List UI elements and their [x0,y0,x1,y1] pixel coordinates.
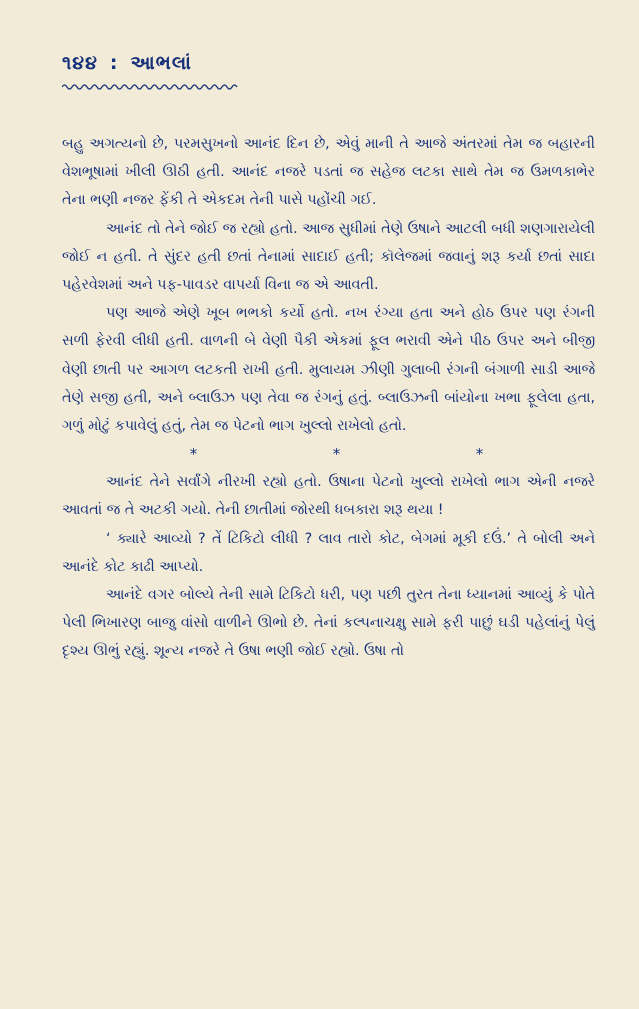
running-header [62,52,595,80]
paragraph: આનંદ તો તેને જોઈ જ રહ્યો હતો. આજ સુધીમાં તેણે ઉષાને આટલી બધી શણગારાયેલી જોઈ ન હતી. તે સુંદર હતી છતાં તેનામાં સાદાઈ હતી; કૉલેજમાં જવાનું શરૂ કર્યા છતાં સાદા પહેરવેશમાં અને પફ-પાવડર વાપર્યા વિના જ એ આવતી. [62,220,595,294]
paragraph: ‘ ક્યારે આવ્યો ? તેં ટિકિટો લીધી ? લાવ તારો કોટ, બેગમાં મૂકી દઉં.’ તે બોલી અને આનંદે કોટ કાઢી આપ્યો. [62,530,595,575]
page-number: ૧૪૪ [62,52,98,74]
paragraph: આનંદ તેને સર્વાંગે નીરખી રહ્યો હતો. ઉષાના પેટનો ખુલ્લો રાખેલો ભાગ એની નજરે આવતાં જ તે અટકી ગયો. તેની છાતીમાં જોરથી ધબકારા શરૂ થયા ! [62,474,595,519]
chapter-title: આભલાં [130,52,192,74]
paragraph: આનંદે વગર બોલ્યે તેની સામે ટિકિટો ધરી, પણ પછી તુરત તેના ધ્યાનમાં આવ્યું કે પોતે પેલી ભિખારણ બાજુ વાંસો વાળીને ઊભો છે. તેનાં કલ્પનાચક્ષુ સામે ફરી પાછું ઘડી પહેલાંનું પેલું દૃશ્ય ઊભું રહ્યું. શૂન્ય નજરે તે ઉષા ભણી જોઈ રહ્યો. ઉષા તો [62,587,595,660]
divider-star: * [189,445,198,464]
header-separator: : [109,52,119,74]
divider-star: * [475,445,484,464]
page-body [62,130,595,666]
divider-star: * [332,445,341,464]
paragraph: બહુ અગત્યનો છે, પરમસુખનો આનંદ દિન છે, એવું માની તે આજે અંતરમાં તેમ જ બહારની વેશભૂષામાં ખીલી ઊઠી હતી. આનંદ નજરે પડતાં જ સહેજ લટકા સાથે તેમ જ ઉમળકાભેર તેના ભણી નજર ફેંકી તે એકદમ તેની પાસે પહોંચી ગઈ. [62,136,595,209]
wavy-underline [62,82,238,92]
paragraph: પણ આજે એણે ખૂબ ભભકો કર્યો હતો. નખ રંગ્યા હતા અને હોઠ ઉપર પણ રંગની સળી ફેરવી લીધી હતી. વાળની બે વેણી પૈકી એકમાં ફૂલ ભરાવી એને પીઠ ઉપર અને બીજી વેણી છાતી પર આગળ લટકતી રાખી હતી. મુલાયમ ઝીણી ગુલાબી રંગની બંગાળી સાડી આજે તેણે સજી હતી, અને બ્લાઉઝ પણ તેવા જ રંગનું હતું. બ્લાઉઝની બાંયોના ખભા ફૂલેલા હતા, ગળું મોટું કપાવેલું હતું, તેમ જ પેટનો ભાગ ખુલ્લો રાખેલો હતો. [62,305,595,435]
section-divider [62,440,595,468]
